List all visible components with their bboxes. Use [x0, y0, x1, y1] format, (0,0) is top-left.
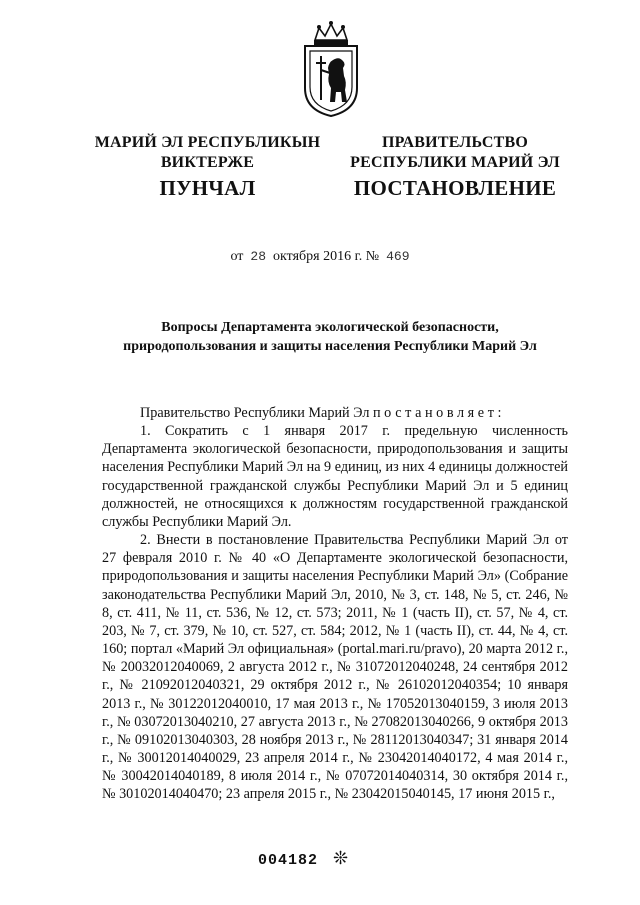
date-month-year: октября 2016 г. № — [273, 249, 380, 264]
date-day: 28 — [250, 249, 267, 264]
header-right — [345, 133, 565, 173]
title-line2: природопользования и защиты населения Республики Марий Эл — [123, 339, 537, 354]
title-line1: Вопросы Департамента экологической безопасности, — [161, 320, 499, 335]
date-prefix: от — [230, 249, 244, 264]
header-left-line2: ВИКТЕРЖЕ — [160, 154, 255, 171]
header-left — [85, 133, 330, 173]
intro-verb: постановляет: — [372, 405, 506, 421]
document-title — [110, 318, 550, 356]
intro-paragraph — [102, 404, 568, 422]
ornament-mark: ❊ — [333, 848, 349, 868]
paragraph-1: 1. Сократить с 1 января 2017 г. предельную численность Департамента экологической безопасности, природопользования и защиты населения Республики Марий Эл на 9 единиц, из них 4 единицы должностей государственной гражданской службы Республики Марий Эл и 5 единиц должностей, не относящихся к должностям государственной гражданской службы Республики Марий Эл. — [102, 423, 568, 530]
header-right-line2: РЕСПУБЛИКИ МАРИЙ ЭЛ — [350, 154, 560, 171]
document-body — [102, 404, 568, 803]
doctype-left: ПУНЧАЛ — [159, 176, 256, 200]
doctype-right: ПОСТАНОВЛЕНИЕ — [353, 176, 557, 200]
intro-text: Правительство Республики Марий Эл — [140, 405, 370, 421]
paragraph-2: 2. Внести в постановление Правительства Республики Марий Эл от 27 февраля 2010 г. № 40 «О Департаменте экологической безопасности, природопользования и защиты населения Республики Марий Эл» (Собрание законодательства Республики Марий Эл, 2010, № 3, ст. 148, № 5, ст. 246, № 8, ст. 411, № 11, ст. 536, № 12, ст. 573; 2011, № 1 (часть II), ст. 57, № 4, ст. 203, № 7, ст. 379, № 10, ст. 527, ст. 584; 2012, № 1 (часть II), ст. 44, № 4, ст. 160; портал «Марий Эл официальная» (portal.mari.ru/pravo), 20 марта 2012 г., № 20032012040069, 2 августа 2012 г., № 31072012040248, 24 сентября 2012 г., № 21092012040321, 29 октября 2012 г., № 26102012040354; 10 января 2013 г., № 30122012040010, 17 мая 2013 г., № 17052013040159, 3 июля 2013 г., № 03072013040210, 27 августа 2013 г., № 27082013040266, 9 октября 2013 г., № 09102013040303, 28 ноября 2013 г., № 28112013040347; 31 января 2014 г., № 30012014040029, 23 апреля 2014 г., № 23042014040172, 4 мая 2014 г., № 30042014040189, 8 июля 2014 г., № 07072014040314, 30 октября 2014 г., № 30102014040470; 23 апреля 2015 г., № 23042015040145, 17 июня 2015 г., — [102, 532, 568, 803]
header-right-line1: ПРАВИТЕЛЬСТВО — [381, 134, 529, 151]
mari-el-coat-of-arms-icon — [301, 18, 361, 118]
serial-number: 004182 — [258, 852, 319, 869]
document-number: 469 — [386, 249, 410, 264]
date-line — [0, 249, 640, 265]
header-left-line1: МАРИЙ ЭЛ РЕСПУБЛИКЫН — [94, 134, 321, 151]
